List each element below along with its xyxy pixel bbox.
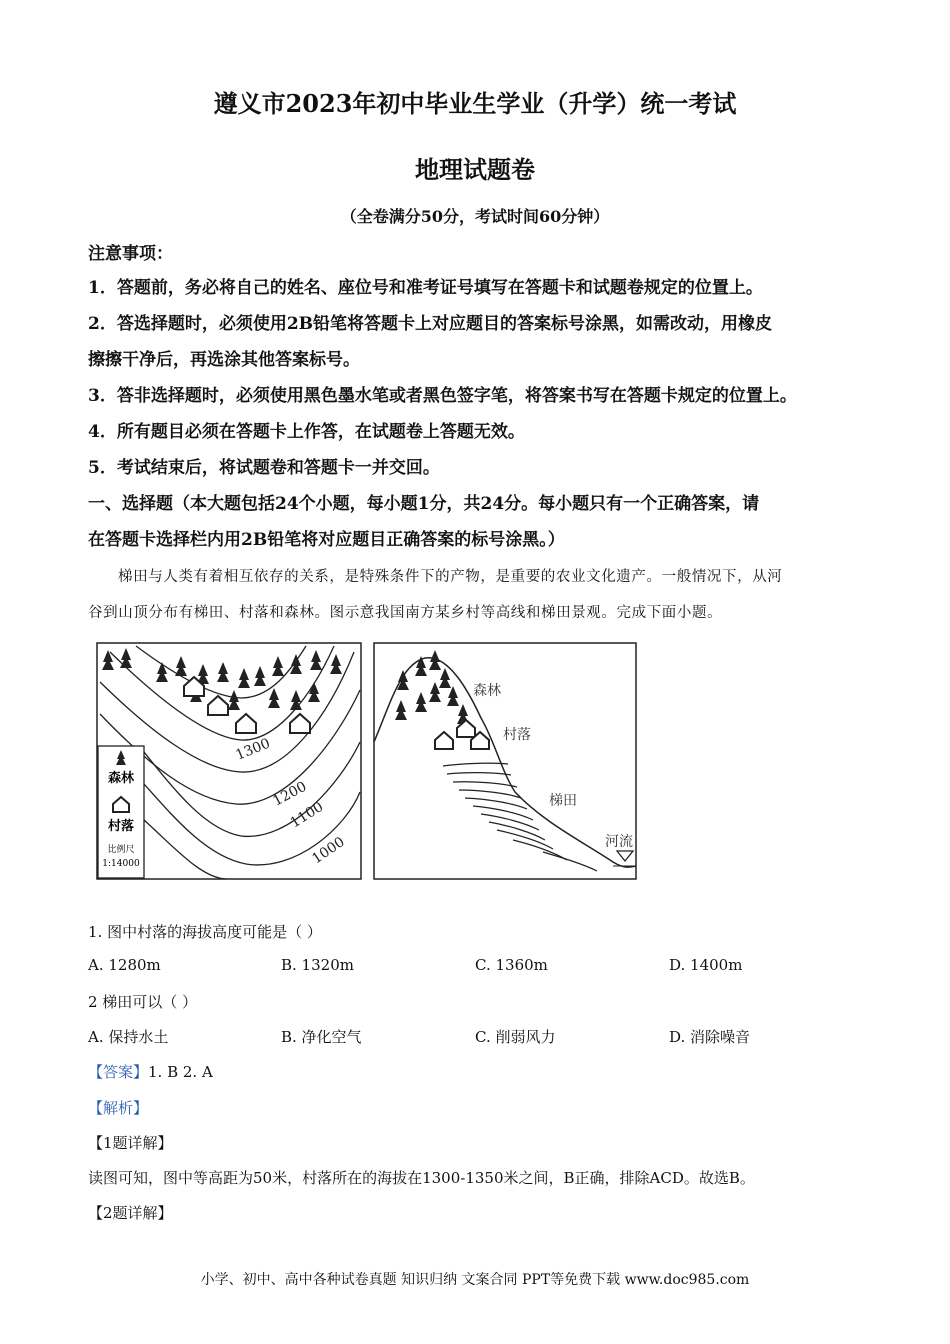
label-village: 村落: [503, 727, 531, 743]
notice-item: 3．答非选择题时，必须使用黑色墨水笔或者黑色签字笔，将答案书写在答题卡规定的位置上。: [88, 386, 797, 406]
q2-option-a: A. 保持水土: [88, 1028, 169, 1046]
answer-line: [88, 1061, 213, 1082]
label-terrace: 梯田: [549, 793, 577, 809]
notice-heading: 注意事项：: [88, 244, 173, 264]
contour-label: 1300: [233, 735, 273, 764]
label-forest: 森林: [473, 683, 501, 699]
passage-line: 谷到山顶分布有梯田、村落和森林。图示意我国南方某乡村等高线和梯田景观。完成下面小题。: [88, 605, 723, 621]
q2-option-d: D. 消除噪音: [669, 1028, 751, 1046]
scale-value: 1:14000: [102, 859, 140, 869]
question-2-stem: 2 梯田可以（ ）: [88, 993, 198, 1011]
q1-option-d: D. 1400m: [669, 956, 743, 974]
q1-detail-text: 读图可知，图中等高距为50米，村落所在的海拔在1300-1350米之间，B正确，排除ACD。故选B。: [88, 1169, 755, 1187]
page-footer: 小学、初中、高中各种试卷真题 知识归纳 文案合同 PPT等免费下载 www.doc985.com: [200, 1272, 750, 1288]
scale-label: 比例尺: [107, 845, 135, 855]
q2-option-b: B. 净化空气: [281, 1028, 362, 1046]
contour-label: 1000: [309, 834, 348, 868]
q2-detail-label: 【2题详解】: [88, 1204, 173, 1222]
question-1-stem: 1. 图中村落的海拔高度可能是（ ）: [88, 923, 322, 941]
terrace-profile-figure: [373, 642, 637, 880]
notice-item: 5．考试结束后，将试题卷和答题卡一并交回。: [88, 458, 440, 478]
answer-label: 【答案】: [88, 1063, 149, 1081]
q1-detail-label: 【1题详解】: [88, 1134, 173, 1152]
section-heading: 一、选择题（本大题包括24个小题，每小题1分，共24分。每小题只有一个正确答案，请: [88, 494, 760, 514]
legend-forest: 森林: [107, 771, 135, 786]
label-river: 河流: [605, 834, 633, 850]
notice-item: 2．答选择题时，必须使用2B铅笔将答题卡上对应题目的答案标号涂黑，如需改动，用橡皮: [88, 314, 773, 334]
contour-label: 1200: [270, 778, 310, 810]
answer-text: 1. B 2. A: [148, 1063, 213, 1081]
q1-option-b: B. 1320m: [281, 956, 354, 974]
notice-item: 4．所有题目必须在答题卡上作答，在试题卷上答题无效。: [88, 422, 525, 442]
paper-subtitle: 地理试题卷: [415, 155, 535, 184]
section-heading-cont: 在答题卡选择栏内用2B铅笔将对应题目正确答案的标号涂黑。）: [88, 530, 565, 550]
passage-line: 梯田与人类有着相互依存的关系，是特殊条件下的产物，是重要的农业文化遗产。一般情况下，从河: [118, 569, 783, 585]
q2-option-c: C. 削弱风力: [475, 1028, 556, 1046]
contour-label: 1100: [287, 798, 327, 832]
notice-item: 擦擦干净后，再选涂其他答案标号。: [88, 350, 360, 370]
q1-option-c: C. 1360m: [475, 956, 548, 974]
legend-village: 村落: [107, 819, 135, 834]
notice-item: 1．答题前，务必将自己的姓名、座位号和准考证号填写在答题卡和试题卷规定的位置上。: [88, 278, 763, 298]
exam-title: 遵义市2023年初中毕业生学业（升学）统一考试: [213, 89, 737, 118]
contour-map-figure: [96, 642, 362, 880]
q1-option-a: A. 1280m: [88, 956, 161, 974]
analysis-label: 【解析】: [88, 1099, 149, 1117]
exam-note: （全卷满分50分，考试时间60分钟）: [340, 207, 610, 226]
